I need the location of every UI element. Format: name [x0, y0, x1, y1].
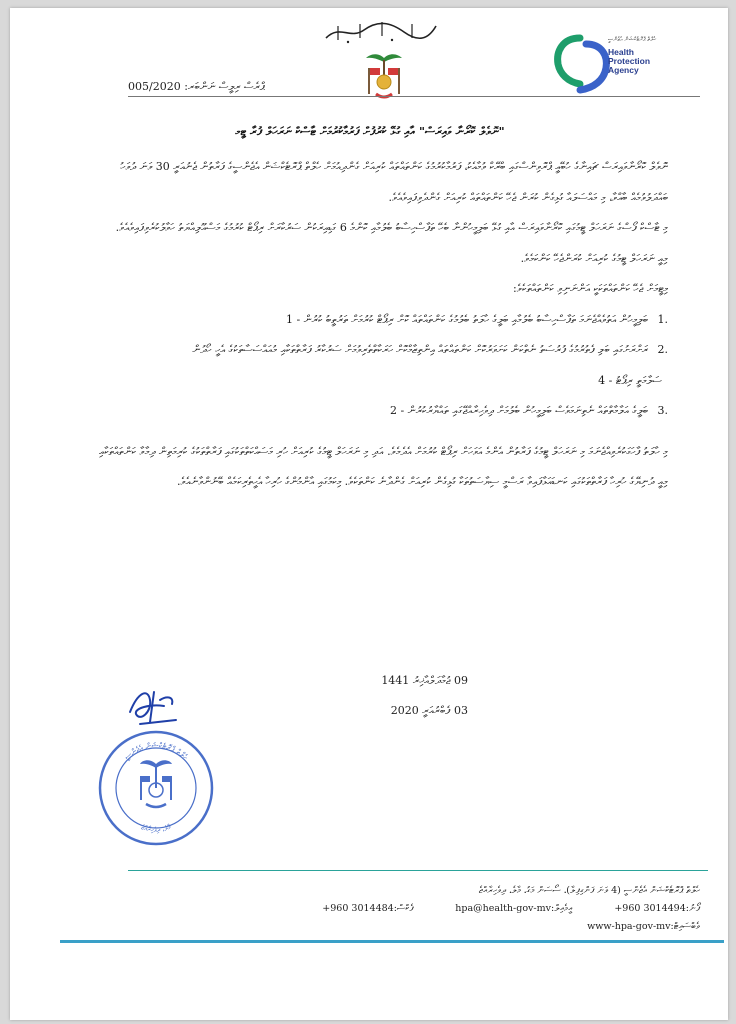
footer-contact [150, 882, 700, 936]
footer-divider [128, 870, 708, 871]
list-item-text: ބަލީގެ އަލާމާތްތައް ނެތިނަމަވެސް ބަލިމީހުން ބެލުމަށް ދިވެހިރާއްޖޭގައި ތައްޔާރުކުރުން - 2 [390, 404, 648, 417]
email-label: އީމެއިލް: [551, 903, 573, 914]
reference-number: 005/2020 [128, 80, 181, 93]
footer-contact-row [150, 900, 700, 918]
list-item [96, 396, 668, 427]
list-item-number: 1. [657, 312, 668, 326]
list-item-text: ރަށްރަށުގައި ބަލި ފެތުރުމުގެ ފުރުސަތު ނެތްކަން ކަށަވަރުކޮށް ކަންތައްތައް އިންތިޒާމްކޮށް ހަރަކާތްތެރިވުމަށް ސަރުކާރު ފަރާތްތަކާއި މުއައްސަސާތަކުގެ އެހީ ހޯދުން [192, 343, 648, 356]
email-address[interactable]: hpa@health-gov-mv [455, 903, 552, 914]
fax-label: ފެކްސް: [393, 903, 414, 914]
phone-label: ފޯނު: [685, 903, 700, 914]
website-label: ވެބްސައިޓް: [670, 921, 700, 932]
date-block [348, 666, 468, 726]
hijri-date: 09 ޖުމާދަލްއާޚިރު 1441 [381, 674, 468, 687]
svg-text:މާލެ، ދިވެހިރާއްޖެ: މާލެ، ދިވެހިރާއްޖެ [139, 823, 173, 835]
website-link[interactable]: www-hpa-gov-mv [587, 921, 671, 932]
list-item [96, 366, 668, 397]
paragraph-3: މިއީ ނަރަހަލް ޓީމުގެ ކުރިއަށް ކުރަންޖެހޭ ކަންކަމެވެ. [520, 251, 668, 265]
document-body [96, 152, 668, 498]
footer-web-row [150, 918, 700, 936]
list-item-number: 2. [657, 343, 668, 356]
bismillah-calligraphy [320, 18, 440, 46]
paragraph-1: ނޮވެލް ކޮރޯނާވައިރަސް ޗައިނާގެ ހުބޭއީ ޕްރޮވިންސްގައި ބްރޭކް ވުމާއެކު، ފަރުމާކުރުމުގެ ކަންތައްތައް ކުރިއަށް ގެންދިއުމަށް ހެލްތް ޕްރޮޓެކްޝަން އެޖެންސީގެ ފަރާތުން ޖެނުއަރީ 30 ވަނަ ދުވަހު ބައްދަލުވުމެއް ބާއްވާ، މި މައްސަލައާ ގުޅިގެން ކުރަން ޖެހޭ ކަންތައްތައް ކުރިއަށް ގެންދެވިފައިވެއެވެ. [120, 160, 668, 204]
agency-name-dhivehi: ހެލްތް ޕްރޮޓެކްޝަން އެޖެންސީ [608, 36, 657, 43]
list-item-text: ބަލިމީހުން އަތުވެއްޖެނަމަ ތަފާސްހިސާބު ބެލުމާއި ބަލީގެ ހާލަތު ބެލުމުގެ ކަންތައްތައް ކޮށް ރިޕޯޓް ކުރުމަށް ތަރުތީބު ކުރުން - 1 [286, 312, 648, 326]
phone-number: +960 3014494 [614, 903, 686, 914]
reference-label: ޕްރެސް ރިލީސް ނަންބަރ: [184, 80, 265, 93]
header-divider [128, 96, 700, 97]
list-intro: މިޓީމަށް ޖެހޭ ކަންތައްތަކަކީ އަންނަނިވި ކަންތައްތަކެވެ: [512, 282, 668, 295]
paragraph-2: މި ޓާސްކް ފޯސްގެ ނަރަހަލް ޓީމުގައި ކޮރޯނާވައިރަސް އާއި ގުޅޭ ބަލިމީހުންނާ ބެހޭ ތަފާސްހިސާބު ބެލުމާއި ކޮންމެ 6 ގަޑިއިރަކުން ސަރުކާރަށް ރިޕޯޓް ކުރުމުގެ މަސްއޫލިއްޔަތު ހަވާލުކުރެވިފައިވެއެވެ. [115, 221, 668, 234]
footer-address: ހެލްތް ޕްރޮޓެކްޝަން އެޖެންސީ (4 ވަނަ ފަންގިފިލާ)، ސޯސަން މަގު، މާލެ، ދިވެހިރާއްޖެ [478, 885, 700, 896]
official-seal-icon [96, 728, 216, 848]
document-title: "ނޮވެލް ކޮރޯނާ ވައިރަސް" އާއި ގުޅޭ ކުރުފުށް ފަރުމާކުރުމަށް ޓާސްކް ނަރަހަލް ފުރާ ޓީމ [235, 124, 505, 138]
list-item [96, 305, 668, 336]
press-release-reference [128, 80, 488, 94]
list-item-number: 3. [657, 404, 668, 417]
list-item-text: ސަލާމަތީ ރިޕޯޓު - 4 [598, 373, 662, 387]
fax-number: +960 3014484 [322, 903, 394, 914]
svg-text:ހެލްތް ޕްރޮޓެކްޝަން އެޖެންސީ: ހެލްތް ޕްރޮޓެކްޝަން އެޖެންސީ [122, 740, 190, 762]
gregorian-date: 03 ފެބްރުއަރީ 2020 [390, 704, 468, 717]
list-item [96, 335, 668, 366]
signature-icon [120, 682, 190, 732]
footer-accent-bar [60, 940, 724, 943]
agency-name-english: Health Protection Agency [608, 47, 651, 75]
closing-paragraph: މި ހާލަތު ފާހަގަކުރެވިއްޖެނަމަ މި ނަރަހަލް ޓީމުގެ ފަރާތުން އެންމެ އަވަހަށް ރިޕޯޓް ކުރުމަށް އެދެމެވެ. އަދި މި ނަރަހަލް ޓީމުގެ ކުރިއަށް ހުރި މަސައްކަތްތަކުގައި ފަރާތްތަކުގެ ކުރިމަތިން ދިމާވާ ކަންތައްތަކާއި މިއީ ދުނިޔޭގެ ހުރިހާ ފަރާތްތަކުގައި ކަނޑައަޅާފައިވާ ރަސްމީ ސިޔާސަތުތަކާ ގުޅިގެން ކުރިއަށް ގެންދާނެ ކަންތަކެވެ. މިކަމުގައި އާންމުންގެ ހުރިހާ އެހީތެރިކަމެއް ބޭނުންވާނެއެވެ. [98, 444, 668, 488]
